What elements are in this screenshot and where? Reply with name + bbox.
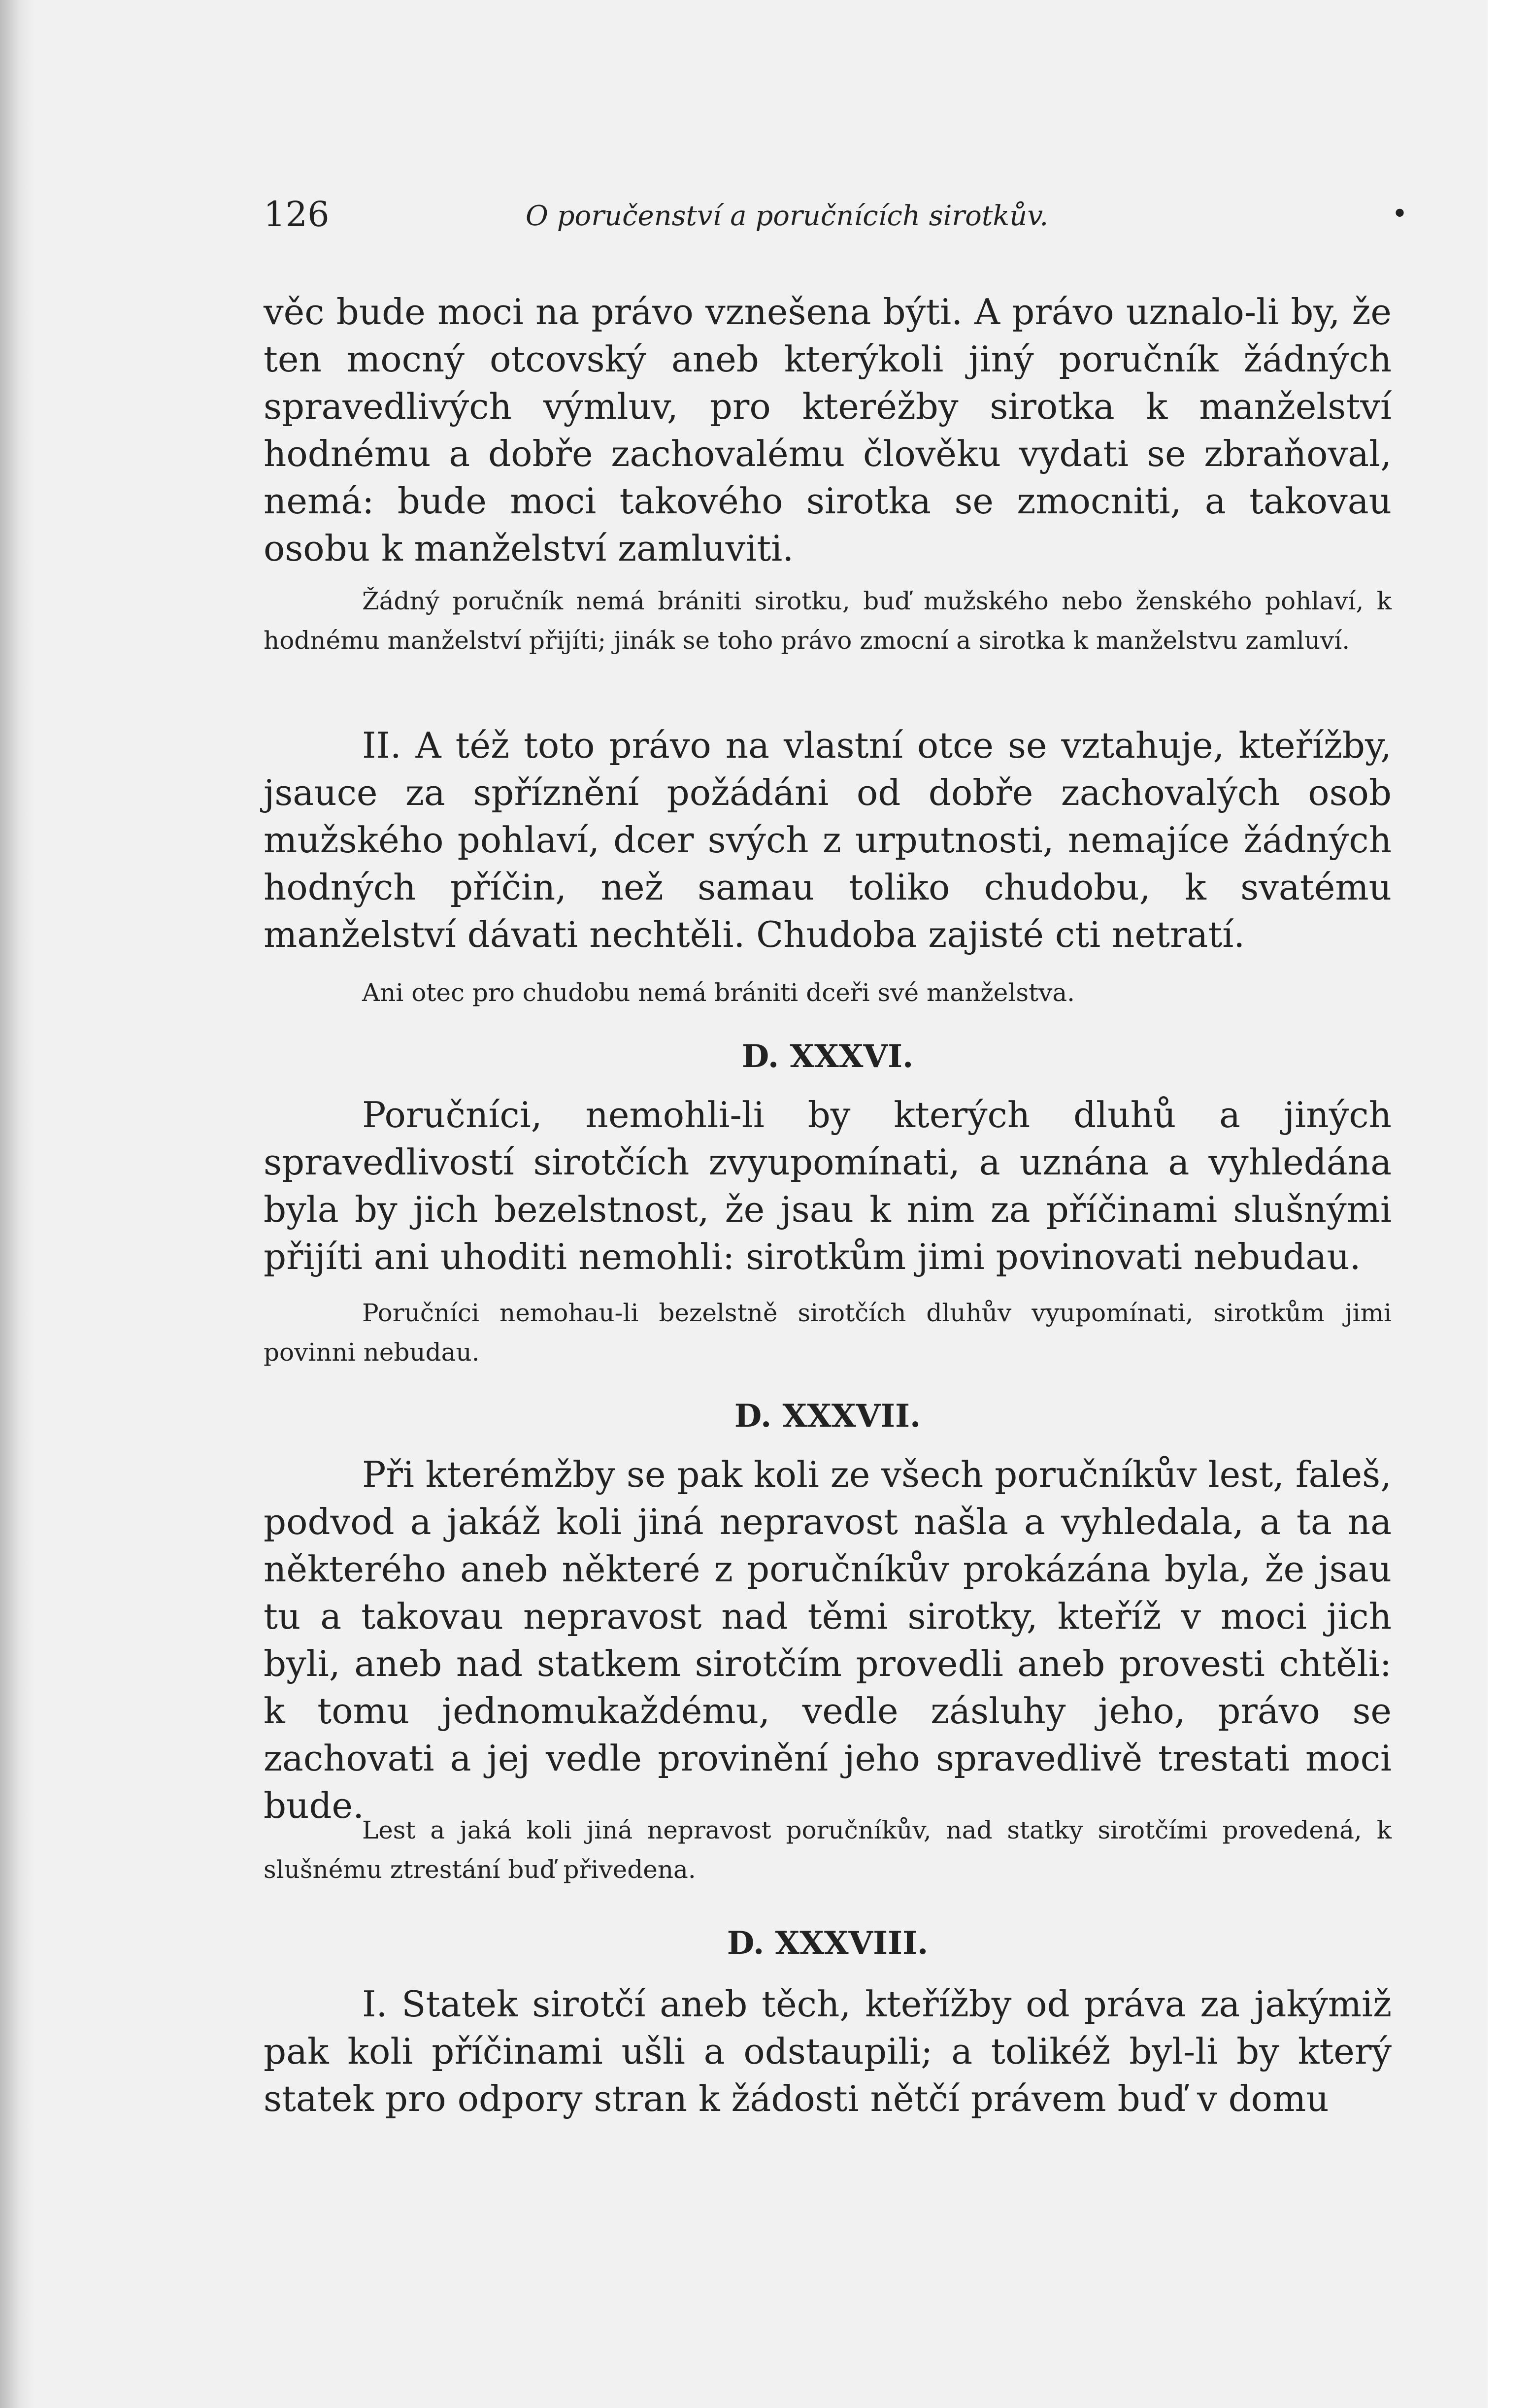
summary-text: Poručníci nemohau-li bezelstně sirotčích dluhův vyupomínati, sirotkům jimi povinni nebudau. (264, 1299, 1392, 1367)
paragraph-xxxvi (264, 1091, 1392, 1280)
section-heading-xxxvii: D. XXXVII. (734, 1398, 921, 1435)
header-dot: • (1392, 198, 1408, 230)
summary-text: Žádný poručník nemá brániti sirotku, buď mužského nebo ženského pohlaví, k hodnému manželství přijíti; jinák se toho právo zmocní a sirotka k manželstvu zamluví. (264, 587, 1392, 655)
paragraph-text: věc bude moci na právo vznešena býti. A právo uznalo-li by, že ten mocný otcovský aneb kterýkoli jiný poručník žádných spravedlivých výmluv, pro kteréžby sirotka k manželství hodnému a dobře zachovalému člověku vydati se zbraňoval, nemá: bude moci takového sirotka se zmocniti, a takovau osobu k manželství zamluviti. (264, 291, 1392, 569)
summary-note (264, 973, 1392, 1012)
summary-note (264, 1810, 1392, 1889)
paragraph-text: II. A též toto právo na vlastní otce se vztahuje, kteřížby, jsauce za spříznění požádáni od dobře zachovalých osob mužského pohlaví, dcer svých z urputnosti, nemajíce žádných hodných příčin, než samau toliko chudobu, k svatému manželství dávati nechtěli. Chudoba zajisté cti netratí. (264, 725, 1392, 955)
paragraph-text: Poručníci, nemohli-li by kterých dluhů a jiných spravedlivostí sirotčích zvyupomínati, a uznána a vyhledána byla by jich bezelstnost, že jsau k nim za příčinami slušnými přijíti ani uhoditi nemohli: sirotkům jimi povinovati nebudau. (264, 1094, 1392, 1277)
summary-text: Ani otec pro chudobu nemá brániti dceři své manželstva. (362, 978, 1075, 1007)
page-header (264, 190, 1408, 239)
paragraph-text: I. Statek sirotčí aneb těch, kteřížby od práva za jakýmiž pak koli příčinami ušli a odstaupili; a tolikéž byl-li by který statek pro odpory stran k žádosti nětčí právem buď v domu (264, 1983, 1392, 2119)
summary-note (264, 1293, 1392, 1372)
summary-note (264, 581, 1392, 660)
page-number: 126 (264, 194, 330, 234)
running-title: O poručenství a poručnících sirotkův. (526, 200, 1049, 232)
binding-shadow (0, 0, 34, 2408)
paragraph-continued (264, 288, 1392, 572)
paragraph-text: Při kterémžby se pak koli ze všech poručníkův lest, faleš, podvod a jakáž koli jiná nepravost našla a vyhledala, a ta na některého aneb některé z poručníkův prokázána byla, že jsau tu a takovau nepravost nad těmi sirotky, kteříž v moci jich byli, aneb nad statkem sirotčím provedli aneb provesti chtěli: k tomu jednomukaždému, vedle zásluhy jeho, právo se zachovati a jej vedle provinění jeho spravedlivě trestati moci bude. (264, 1454, 1392, 1826)
page-margin-right (1488, 0, 1531, 2408)
paragraph-xxxviii (264, 1980, 1392, 2122)
paragraph-xxxvii (264, 1451, 1392, 1829)
section-heading-xxxvi: D. XXXVI. (741, 1038, 914, 1075)
summary-text: Lest a jaká koli jiná nepravost poručníkův, nad statky sirotčími provedená, k slušnému ztrestání buď přivedena. (264, 1816, 1392, 1884)
paragraph-section-ii (264, 722, 1392, 958)
section-heading-xxxviii: D. XXXVIII. (727, 1925, 929, 1962)
